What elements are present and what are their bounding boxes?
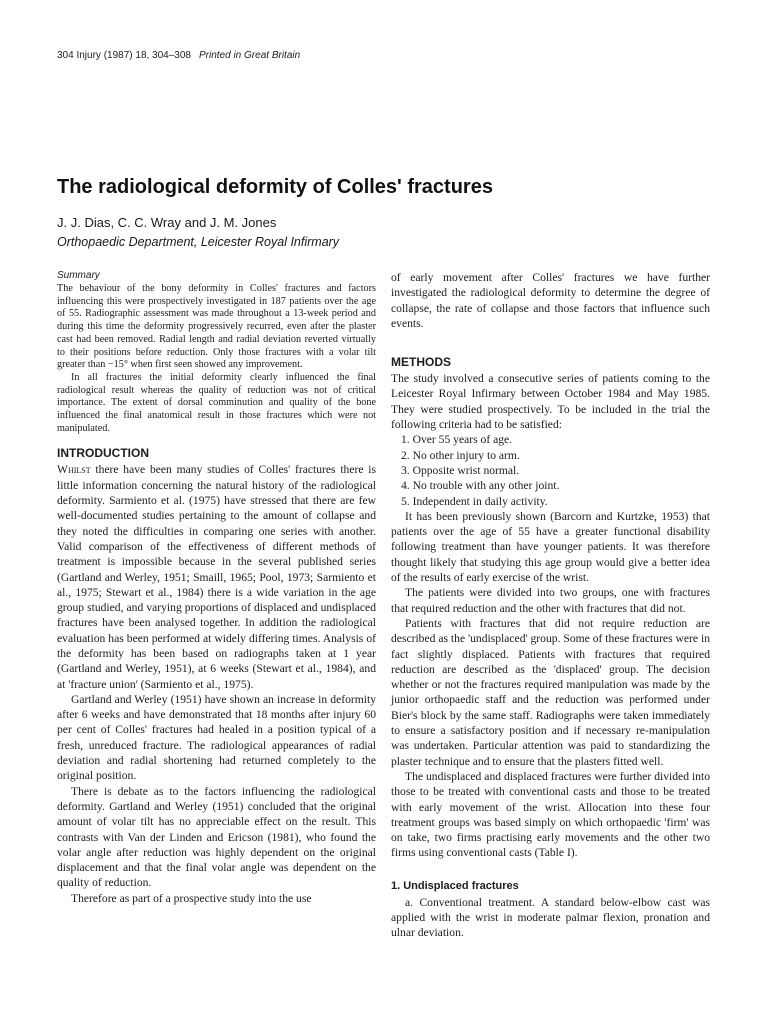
introduction-continued: of early movement after Colles' fractures we have further investigated the radiological deformity to determine the degree of collapse, the rate of collapse and those factors that influence such events. [391, 271, 710, 330]
drop-lead-word: Whilst [57, 463, 91, 477]
summary-section [57, 283, 376, 435]
summary-paragraph: In all fractures the initial deformity clearly influenced the final radiological result whereas the quality of reduction was not of critical importance. The extent of dorsal comminution and quality of the bone influenced the final anatomical result in those fractures which were not manipulated. [57, 371, 376, 434]
summary-paragraph: The behaviour of the bony deformity in Colles' fractures and factors influencing this were prospectively investigated in 187 patients over the age of 55. Radiographic assessment was made throughout a 13-week period and during this time the deformity progressively recurred, even after the plaster cast had been removed. Radial length and radial deviation reverted virtually to their positions before reduction. Only those fractures with a volar tilt greater than −15° when first seen showed any improvement. [57, 283, 376, 371]
introduction-paragraph: There is debate as to the factors influencing the radiological deformity. Gartland and Werley (1951) concluded that the original amount of volar tilt has no appreciable effect on the result. This contrasts with Van der Linden and Ericson (1981), who found the volar angle after reduction was highly dependent on the original displacement and that the final volar angle was dependent on the quality of reduction. [57, 784, 376, 890]
criteria-item: 1. Over 55 years of age. [401, 433, 513, 447]
criteria-item: 5. Independent in daily activity. [401, 494, 548, 508]
publisher-note: Printed in Great Britain [199, 50, 301, 61]
article-title: The radiological deformity of Colles' fractures [57, 176, 493, 198]
methods-paragraph: The undisplaced and displaced fractures were further divided into those to be treated with conventional casts and those to be treated with early movement of the wrist. Allocation into these four treatment groups was based simply on which orthopaedic 'firm' was on take, two firms practising early movements and the other two firms using conventional casts (Table I). [391, 769, 710, 860]
methods-paragraph: The study involved a consecutive series of patients coming to the Leicester Royal Infirmary between October 1984 and May 1985. They were studied prospectively. To be included in the trial the following criteria had to be satisfied: [391, 372, 710, 432]
article-affiliation: Orthopaedic Department, Leicester Royal Infirmary [57, 235, 340, 249]
criteria-item: 4. No trouble with any other joint. [401, 479, 560, 493]
introduction-heading: INTRODUCTION [57, 446, 149, 461]
left-column [57, 270, 376, 906]
criteria-item: 3. Opposite wrist normal. [401, 463, 520, 477]
conventional-treatment-paragraph: a. Conventional treatment. A standard below-elbow cast was applied with the wrist in moderate palmar flexion, pronation and ulnar deviation. [391, 895, 710, 940]
methods-paragraph: The patients were divided into two groups, one with fractures that required reduction and the other with fractures that did not. [391, 586, 710, 615]
introduction-paragraph: Gartland and Werley (1951) have shown an increase in deformity after 6 weeks and have demonstrated that 18 months after injury 60 per cent of Colles' fractures had healed in a position typical of a fresh, unreduced fracture. The radiological appearances of radial deviation and radial shortening had returned completely to the original position. [57, 692, 376, 783]
introduction-text: there have been many studies of Colles' fractures there is little information concerning the natural history of the radiological deformity. Sarmiento et al. (1975) have stressed that there are few well-documented studies pertaining to the amount of collapse and they noted the difficulties in comparing one series with another. Valid comparison of the effectiveness of different methods of treatment is impossible because in the several published series (Gartland and Werley, 1951; Smaill, 1965; Pool, 1973; Sarmiento et al., 1975; Stewart et al., 1984) there is a wide variation in the age group studied, and varying proportions of displaced and undisplaced fractures have been analysed together. In addition the radiological evaluation has been performed at widely differing times. Analysis of the deformity has been based on radiographs taken at 1 year (Gartland and Werley, 1951), at 6 weeks (Stewart et al., 1984), and at 'fracture union' (Sarmiento et al., 1975). [57, 463, 376, 691]
journal-citation: 304 Injury (1987) 18, 304–308 [57, 50, 191, 61]
summary-heading: Summary [57, 270, 100, 281]
methods-paragraph: It has been previously shown (Barcorn and Kurtzke, 1953) that patients over the age of 55 have a greater functional disability following treatment than have younger patients. It was therefore thought likely that studying this age group would give a better idea of the results of early exercise of the wrist. [391, 509, 710, 585]
methods-paragraph: Patients with fractures that did not require reduction are described as the 'undisplaced' group. Some of these fractures were in fact slightly displaced. Patients with fractures that required reduction are described as the 'displaced' group. The decision whether or not the fractures required manipulation was made by the junior orthopaedic staff and the reduction was performed under Bier's block by the same staff. Radiographs were taken immediately to ensure a satisfactory position and if necessary re-manipulation was undertaken. Particular attention was paid to standardizing the plaster technique and to ensure that the plasters fitted well. [391, 616, 710, 768]
methods-heading: METHODS [391, 355, 451, 370]
introduction-paragraph: Therefore as part of a prospective study into the use [71, 891, 312, 905]
right-column [391, 270, 710, 941]
running-head [57, 50, 300, 61]
undisplaced-fractures-heading: 1. Undisplaced fractures [391, 879, 519, 892]
introduction-paragraph [57, 462, 376, 691]
criteria-item: 2. No other injury to arm. [401, 448, 520, 462]
article-authors: J. J. Dias, C. C. Wray and J. M. Jones [57, 215, 277, 230]
criteria-list [391, 432, 710, 508]
